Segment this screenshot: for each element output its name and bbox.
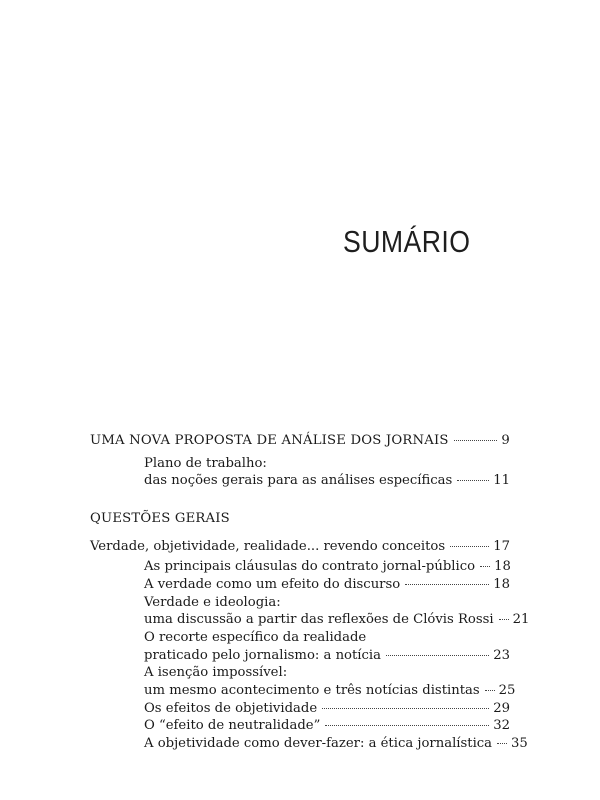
- leader-dots: [497, 743, 507, 744]
- toc-page-number: 32: [493, 718, 510, 733]
- toc-entry[interactable]: [144, 630, 510, 646]
- toc-entry-text: Os efeitos de objetividade: [144, 701, 318, 716]
- toc-page-number: 23: [493, 648, 510, 663]
- toc-chapter[interactable]: [90, 539, 510, 555]
- toc-page-number: 9: [501, 433, 510, 448]
- toc-section-heading: QUESTÕES GERAIS: [90, 511, 230, 526]
- leader-dots: [386, 655, 489, 656]
- toc-entry-text: Plano de trabalho:: [144, 456, 267, 471]
- leader-dots: [485, 690, 495, 691]
- toc-page-number: 17: [493, 539, 510, 554]
- toc-entry[interactable]: [144, 648, 510, 664]
- toc-entry-text: O “efeito de neutralidade”: [144, 718, 321, 733]
- toc-page-number: 21: [512, 612, 530, 627]
- toc-entry-text: UMA NOVA PROPOSTA DE ANÁLISE DOS JORNAIS: [90, 433, 449, 448]
- toc-entry-text: Verdade, objetividade, realidade... revendo conceitos: [90, 539, 446, 554]
- toc-entry-plan-line2[interactable]: [144, 473, 510, 489]
- toc-entry-text: praticado pelo jornalismo: a notícia: [144, 648, 381, 663]
- leader-dots: [450, 546, 489, 547]
- leader-dots: [325, 725, 489, 726]
- toc-entry-plan-line1[interactable]: [144, 456, 510, 472]
- toc-page-number: 29: [493, 701, 510, 716]
- toc-entry-text: As principais cláusulas do contrato jornal-público: [144, 559, 476, 574]
- toc-entry[interactable]: [144, 665, 510, 681]
- toc-entry[interactable]: [144, 701, 510, 717]
- toc-entry-text: das noções gerais para as análises específicas: [144, 473, 453, 488]
- toc-entry[interactable]: [144, 577, 510, 593]
- toc-page-number: 18: [493, 577, 510, 592]
- toc-entry[interactable]: [144, 736, 528, 752]
- leader-dots: [454, 440, 498, 441]
- toc-entry-text: um mesmo acontecimento e três notícias distintas: [144, 683, 480, 698]
- toc-page-number: 11: [493, 473, 510, 488]
- toc-entry[interactable]: [144, 683, 516, 699]
- toc-entry-text: A verdade como um efeito do discurso: [144, 577, 401, 592]
- leader-dots: [499, 619, 509, 620]
- toc-entry-text: O recorte específico da realidade: [144, 630, 367, 645]
- toc-entry[interactable]: [144, 595, 510, 611]
- toc-entry[interactable]: [144, 559, 510, 575]
- toc-entry-intro[interactable]: [90, 433, 510, 449]
- toc-entry[interactable]: [144, 612, 530, 628]
- leader-dots: [322, 708, 489, 709]
- toc-entry-text: Verdade e ideologia:: [144, 595, 281, 610]
- toc-entry-text: A objetividade como dever-fazer: a ética jornalística: [144, 736, 493, 751]
- leader-dots: [405, 584, 489, 585]
- page-title: SUMÁRIO: [343, 224, 471, 259]
- leader-dots: [480, 566, 490, 567]
- toc-page-number: 18: [494, 559, 511, 574]
- toc-entry-text: A isenção impossível:: [144, 665, 288, 680]
- toc-page-number: 35: [511, 736, 528, 751]
- leader-dots: [457, 480, 489, 481]
- toc-entry[interactable]: [144, 718, 510, 734]
- toc-entry-text: uma discussão a partir das reflexões de Clóvis Rossi: [144, 612, 494, 627]
- toc-page-number: 25: [498, 683, 516, 698]
